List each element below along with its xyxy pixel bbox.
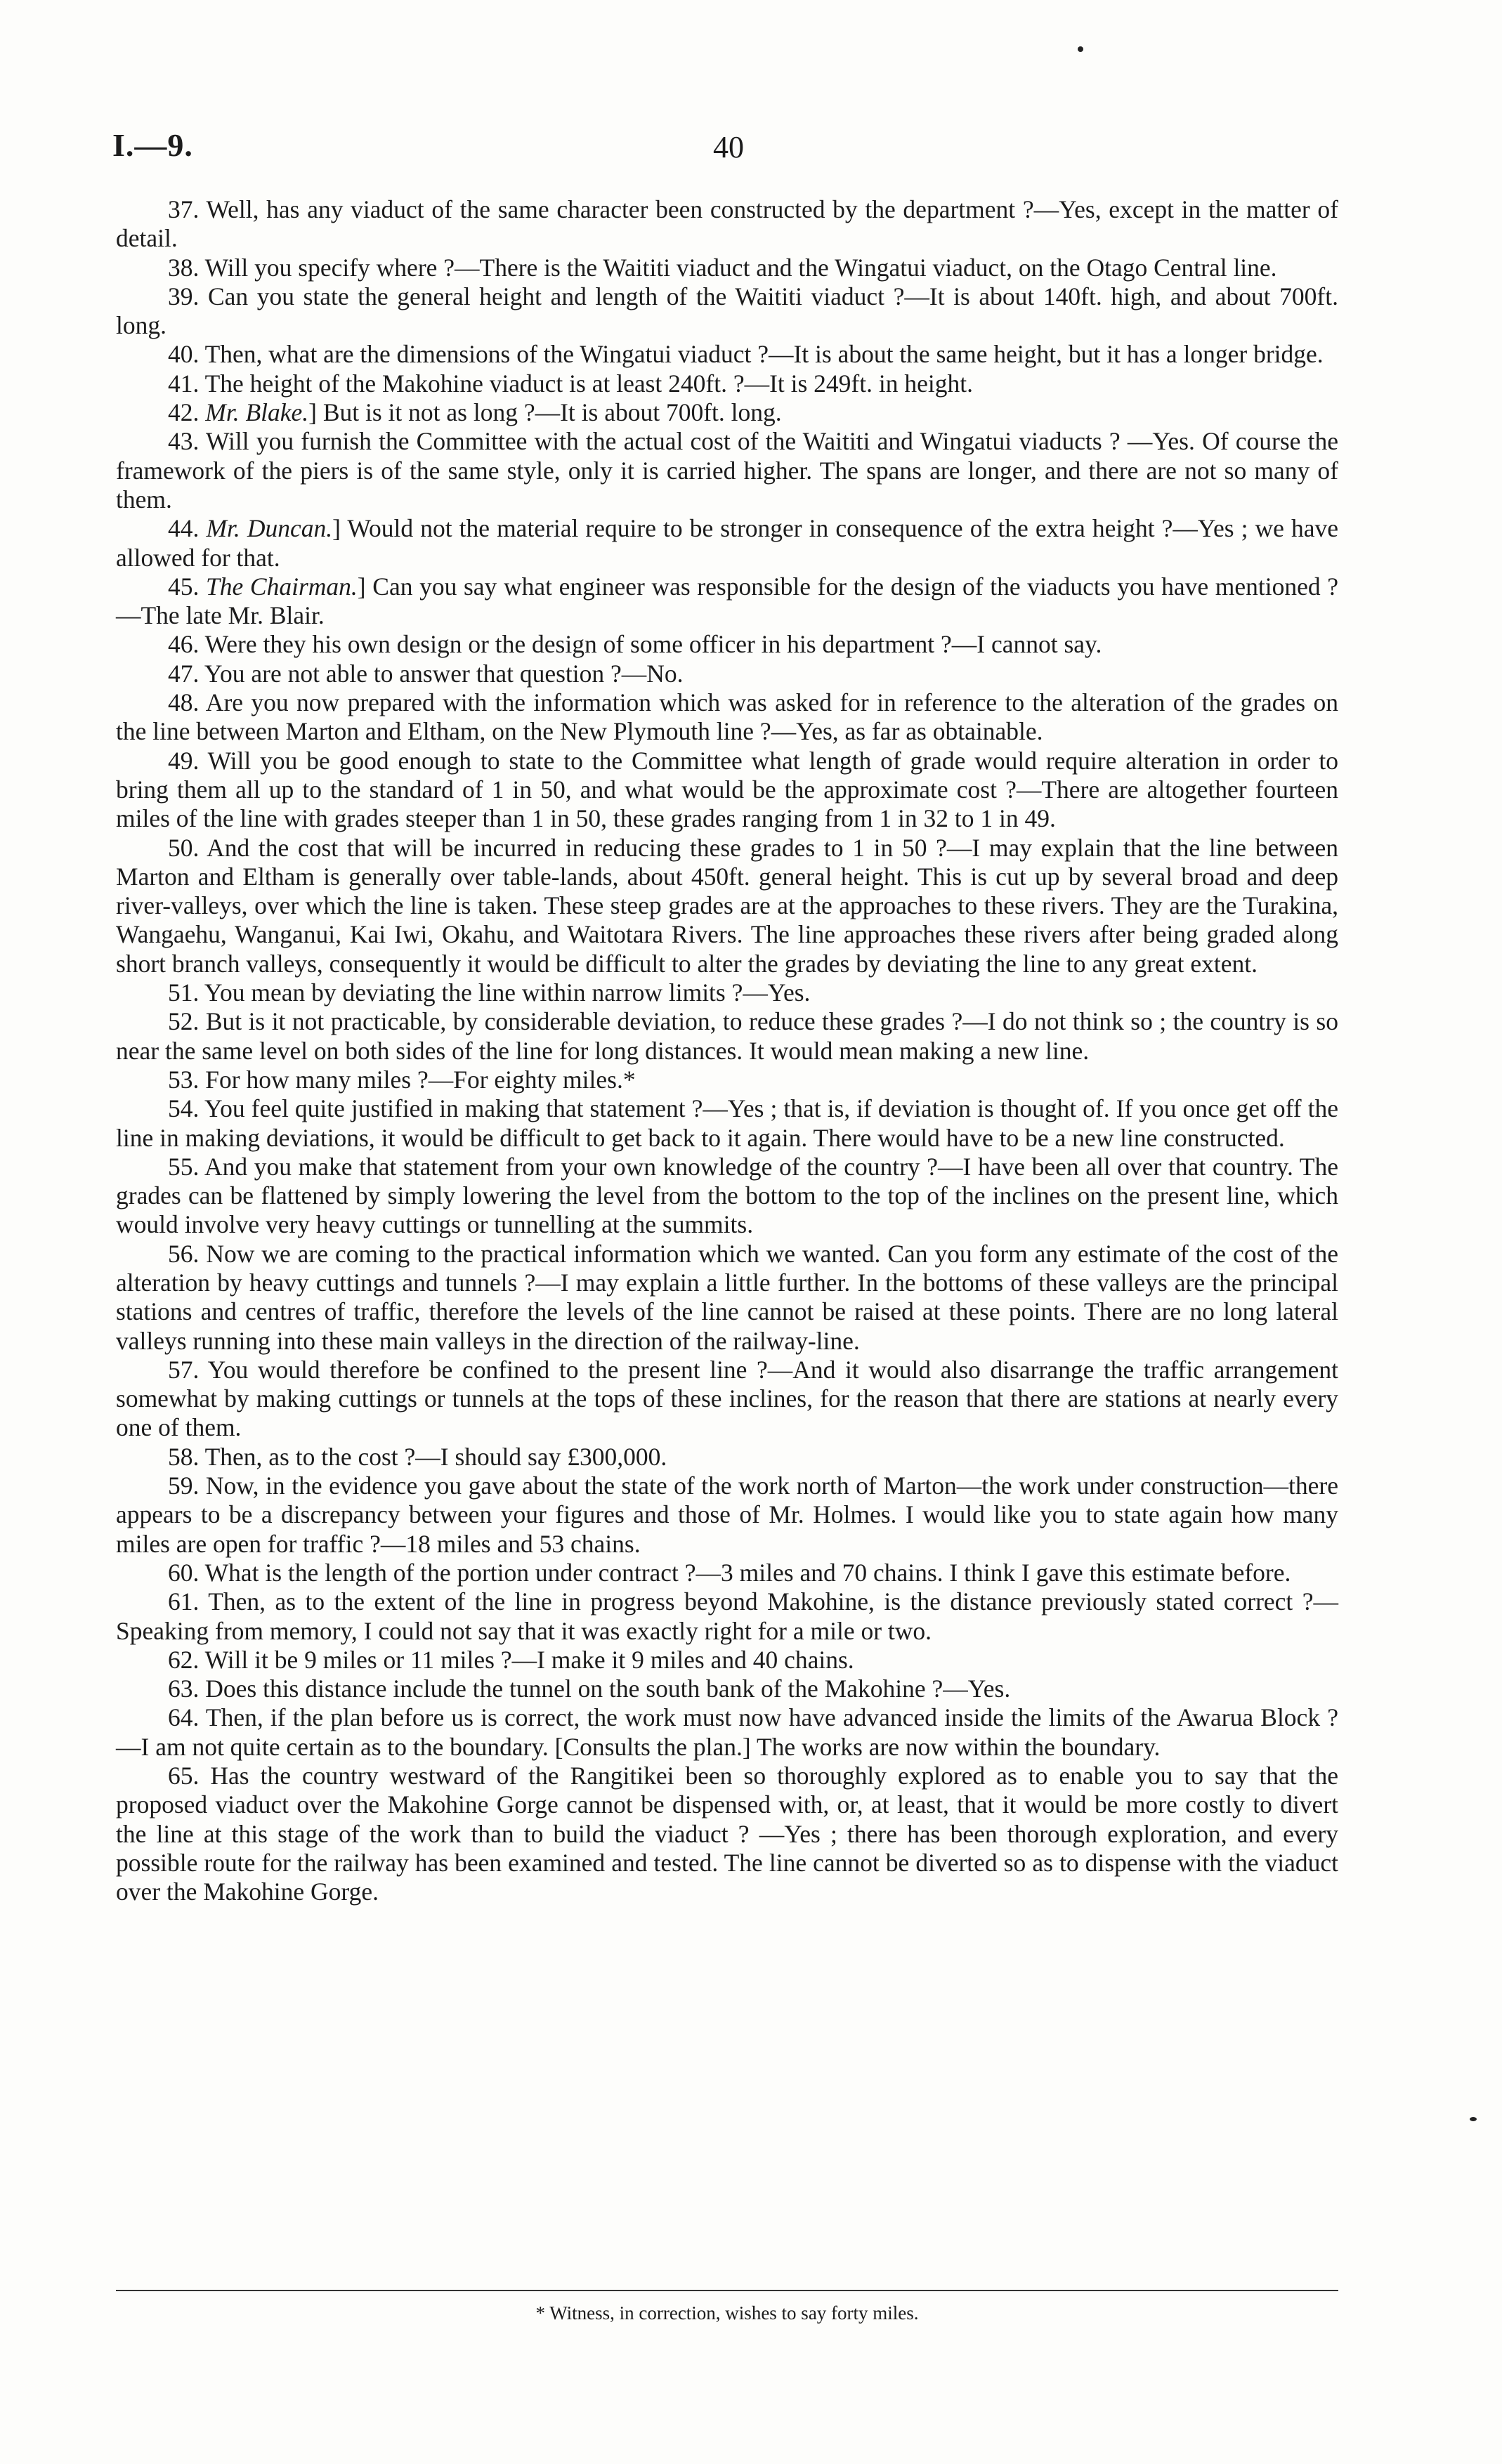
question-answer-paragraph bbox=[116, 514, 1338, 572]
question-answer-paragraph bbox=[116, 747, 1338, 834]
question-answer-paragraph bbox=[116, 630, 1338, 659]
question-answer-paragraph bbox=[116, 1587, 1338, 1646]
paragraph-text: 50. And the cost that will be incurred in reducing these grades to 1 in 50 ?—I may explain that the line between Marton and Eltham is generally over table-lands, about 450ft. general height. This is cut up by several broad and deep river-valleys, over which the line is taken. These steep grades are at the approaches to these rivers. They are the Turakina, Wangaehu, Wanganui, Kai Iwi, Okahu, and Waitotara Rivers. The line approaches these rivers after being graded along short branch valleys, consequently it would be difficult to alter the grades by deviating the line to any great extent. bbox=[116, 833, 1338, 978]
paragraph-text: 65. Has the country westward of the Rangitikei been so thoroughly explored as to enable you to say that the proposed viaduct over the Makohine Gorge cannot be dispensed with, or, at least, that it would be more costly to divert the line at this stage of the work than to build the viaduct ? —Yes ; there has been thorough exploration, and every possible route for the railway has been examined and tested. The line cannot be diverted so as to dispense with the viaduct over the Makohine Gorge. bbox=[116, 1762, 1338, 1906]
question-answer-paragraph bbox=[116, 1066, 1338, 1094]
paragraph-text: 38. Will you specify where ?—There is the Waititi viaduct and the Wingatui viaduct, on the Otago Central line. bbox=[168, 253, 1277, 282]
question-answer-paragraph bbox=[116, 688, 1338, 747]
question-answer-paragraph bbox=[116, 195, 1338, 254]
scan-speck bbox=[1078, 46, 1083, 52]
paragraph-text: 64. Then, if the plan before us is correct, the work must now have advanced inside the limits of the Awarua Block ?—I am not quite certain as to the boundary. [Consults the plan.] The works are now within the boundary. bbox=[116, 1703, 1338, 1761]
paragraph-text: 37. Well, has any viaduct of the same character been constructed by the department ?—Yes, except in the matter of detail. bbox=[116, 195, 1338, 253]
page-number: 40 bbox=[713, 130, 744, 164]
question-answer-paragraph bbox=[116, 1153, 1338, 1240]
paragraph-text: 60. What is the length of the portion under contract ?—3 miles and 70 chains. I think I gave this estimate before. bbox=[168, 1558, 1291, 1587]
paragraph-text: 53. For how many miles ?—For eighty miles.* bbox=[168, 1065, 636, 1094]
question-answer-paragraph bbox=[116, 1559, 1338, 1587]
paragraph-text: 49. Will you be good enough to state to the Committee what length of grade would require alteration in order to bring them all up to the standard of 1 in 50, and what would be the approximate cost ?—There are altogether fourteen miles of the line with grades steeper than 1 in 50, these grades ranging from 1 in 32 to 1 in 49. bbox=[116, 746, 1338, 833]
paragraph-text: 62. Will it be 9 miles or 11 miles ?—I make it 9 miles and 40 chains. bbox=[168, 1645, 854, 1674]
question-answer-paragraph bbox=[116, 398, 1338, 427]
question-answer-paragraph bbox=[116, 1356, 1338, 1443]
paragraph-text: 63. Does this distance include the tunnel on the south bank of the Makohine ?—Yes. bbox=[168, 1675, 1011, 1703]
paragraph-text: 47. You are not able to answer that question ?—No. bbox=[168, 659, 684, 688]
speaker-name: Mr. Blake. bbox=[205, 398, 309, 427]
paragraph-text: 58. Then, as to the cost ?—I should say £300,000. bbox=[168, 1442, 667, 1471]
paragraph-text: 57. You would therefore be confined to the present line ?—And it would also disarrange the traffic arrangement somewhat by making cuttings or tunnels at the tops of these inclines, for the reason that there are stations at nearly every one of them. bbox=[116, 1355, 1338, 1442]
paragraph-text: 52. But is it not practicable, by considerable deviation, to reduce these grades ?—I do not think so ; the country is so near the same level on both sides of the line for long distances. It would mean making a new line. bbox=[116, 1007, 1338, 1065]
paragraph-text: 42. bbox=[168, 398, 206, 427]
paragraph-text: 43. Will you furnish the Committee with the actual cost of the Waititi and Wingatui viaducts ? —Yes. Of course the framework of the piers is of the same style, only it is carried higher. The spans are longer, and there are not so many of them. bbox=[116, 427, 1338, 513]
question-answer-paragraph bbox=[116, 1472, 1338, 1559]
paragraph-text: 56. Now we are coming to the practical information which we wanted. Can you form any estimate of the cost of the alteration by heavy cuttings and tunnels ?—I may explain a little further. In the bottoms of these valleys are the principal stations and centres of traffic, therefore the levels of the line cannot be raised at these points. There are no long lateral valleys running into these main valleys in the direction of the railway-line. bbox=[116, 1239, 1338, 1355]
question-answer-paragraph bbox=[116, 427, 1338, 514]
question-answer-paragraph bbox=[116, 340, 1338, 369]
paragraph-text: 51. You mean by deviating the line within narrow limits ?—Yes. bbox=[168, 978, 811, 1007]
paragraph-text: 39. Can you state the general height and length of the Waititi viaduct ?—It is about 140ft. high, and about 700ft. long. bbox=[116, 282, 1338, 340]
question-answer-paragraph bbox=[116, 254, 1338, 282]
question-answer-paragraph bbox=[116, 660, 1338, 688]
paragraph-text: 48. Are you now prepared with the information which was asked for in reference to the alteration of the grades on the line between Marton and Eltham, on the New Plymouth line ?—Yes, as far as obtainable. bbox=[116, 688, 1338, 746]
speaker-name: Mr. Duncan. bbox=[206, 514, 333, 543]
paragraph-text: 61. Then, as to the extent of the line in progress beyond Makohine, is the distance previously stated correct ?—Speaking from memory, I could not say that it was exactly right for a mile or two. bbox=[116, 1587, 1338, 1645]
question-answer-paragraph bbox=[116, 1443, 1338, 1472]
paragraph-text: ] But is it not as long ?—It is about 700ft. long. bbox=[308, 398, 782, 427]
question-answer-paragraph bbox=[116, 1762, 1338, 1906]
question-answer-paragraph bbox=[116, 282, 1338, 341]
footnote-rule bbox=[116, 2290, 1338, 2291]
paragraph-text: ] Can you say what engineer was responsible for the design of the viaducts you have mentioned ?—The late Mr. Blair. bbox=[116, 572, 1338, 630]
footnote: * Witness, in correction, wishes to say forty miles. bbox=[535, 2302, 919, 2324]
question-answer-paragraph bbox=[116, 1094, 1338, 1153]
paragraph-text: ] Would not the material require to be stronger in consequence of the extra height ?—Yes ; we have allowed for that. bbox=[116, 514, 1339, 572]
question-answer-paragraph bbox=[116, 1240, 1338, 1356]
document-reference: I.—9. bbox=[112, 127, 193, 163]
question-answer-paragraph bbox=[116, 1703, 1338, 1762]
paragraph-text: 45. bbox=[168, 572, 207, 601]
question-answer-paragraph bbox=[116, 369, 1338, 398]
paragraph-text: 55. And you make that statement from your own knowledge of the country ?—I have been all over that country. The grades can be flattened by simply lowering the level from the bottom to the top of the inclines on the present line, which would involve very heavy cuttings or tunnelling at the summits. bbox=[116, 1152, 1338, 1239]
paragraph-text: 59. Now, in the evidence you gave about the state of the work north of Marton—the work under construction—there appears to be a discrepancy between your figures and those of Mr. Holmes. I would like you to state again how many miles are open for traffic ?—18 miles and 53 chains. bbox=[116, 1472, 1338, 1558]
scan-speck bbox=[1470, 2117, 1477, 2121]
paragraph-text: 54. You feel quite justified in making that statement ?—Yes ; that is, if deviation is thought of. If you once get off the line in making deviations, it would be difficult to get back to it again. There would have to be a new line constructed. bbox=[116, 1094, 1338, 1152]
speaker-name: The Chairman. bbox=[206, 572, 358, 601]
question-answer-paragraph bbox=[116, 1007, 1338, 1066]
paragraph-text: 41. The height of the Makohine viaduct is at least 240ft. ?—It is 249ft. in height. bbox=[168, 369, 973, 398]
evidence-body bbox=[116, 195, 1338, 1907]
question-answer-paragraph bbox=[116, 834, 1338, 978]
question-answer-paragraph bbox=[116, 1675, 1338, 1703]
question-answer-paragraph bbox=[116, 978, 1338, 1007]
paragraph-text: 46. Were they his own design or the design of some officer in his department ?—I cannot say. bbox=[168, 630, 1102, 659]
question-answer-paragraph bbox=[116, 572, 1338, 631]
paragraph-text: 44. bbox=[168, 514, 207, 543]
paragraph-text: 40. Then, what are the dimensions of the Wingatui viaduct ?—It is about the same height, but it has a longer bridge. bbox=[168, 340, 1324, 369]
question-answer-paragraph bbox=[116, 1646, 1338, 1675]
